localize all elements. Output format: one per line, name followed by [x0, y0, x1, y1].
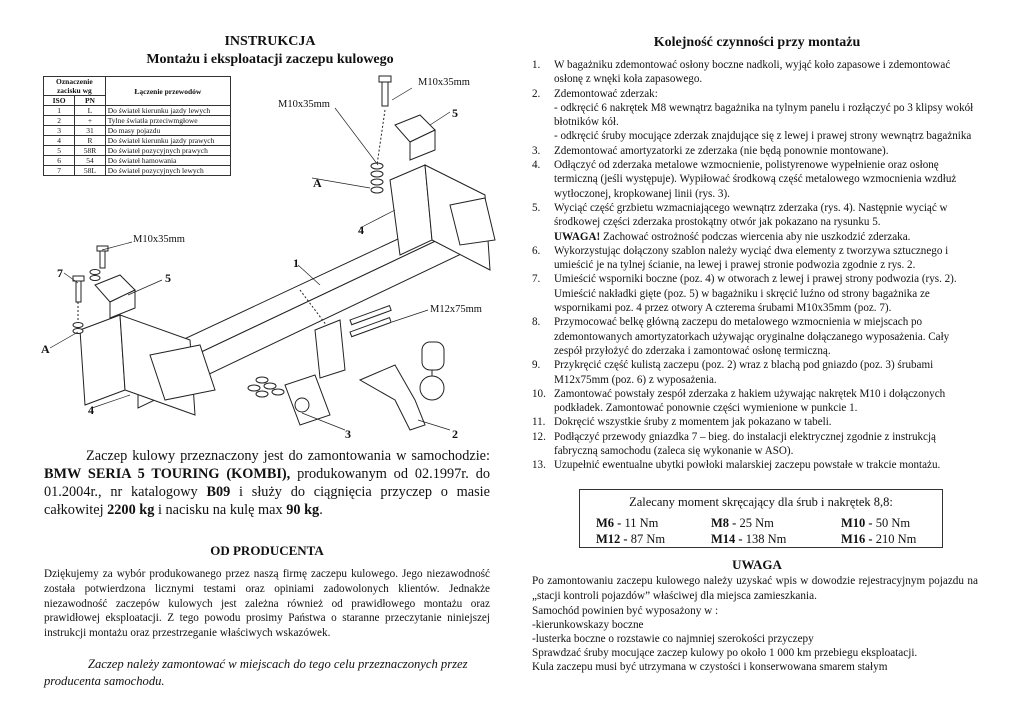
assembly-step [532, 144, 976, 158]
step-text: Zdemontować zderzak: [554, 87, 658, 100]
label-a-left: A [41, 342, 50, 356]
warning-title: UWAGA [732, 557, 782, 572]
instruction-title: INSTRUKCJA [224, 34, 316, 49]
step-number: 9. [532, 359, 541, 372]
step-bold-prefix: UWAGA! [554, 230, 601, 243]
bolt-label-m12: M12x75mm [430, 304, 482, 315]
wiring-cell-desc: Do świateł kierunku jazdy lewych [105, 106, 230, 116]
torque-item [841, 516, 961, 531]
bolt-label-left: M10x35mm [133, 234, 185, 245]
wiring-cell-iso: 1 [44, 106, 75, 116]
towbar-exploded-diagram [40, 70, 510, 450]
wiring-cell-desc: Tylne światła przeciwmgłowe [105, 116, 230, 126]
torque-title: Zalecany moment skręcający dla śrub i nakrętek 8,8: [629, 495, 893, 509]
part-2-label: 2 [452, 427, 458, 441]
torque-table [579, 489, 943, 548]
step-number: 11. [532, 416, 546, 429]
torque-item [596, 532, 711, 547]
step-text: Przymocować belkę główną zaczepu do metalowego wzmocnienia w miejscach po zdemontowanych amortyzatorkach używając oryginalne dołączanego wyposażenia. Cały zespół przyłożyć do zderzaka i zamontować osłonę termiczną. [554, 316, 950, 357]
step-text: - odkręcić 6 nakrętek M8 wewnątrz bagażnika na tylnym panelu i rozłączyć po 3 klipsy wokół błotników kół. [554, 101, 974, 129]
check-note: Sprawdzać śruby mocujące zaczep kulowy po około 1 000 km przebiegu eksploatacji. [532, 647, 918, 659]
step-number: 2. [532, 87, 541, 100]
part-4-bottom-label: 4 [88, 403, 94, 417]
step-text: Odłączyć od zderzaka metalowe wzmocnienie, polistyrenowe wypełnienie oraz osłonę termiczną (jeśli występuje). Wypiłować środkową część metalowego wzmocnienia wzdłuż wytłoczonej, kropkowanej linii (rys. 3). [554, 159, 957, 200]
wiring-cell-iso: 2 [44, 116, 75, 126]
wiring-cell-pn: + [75, 116, 106, 126]
assembly-step [532, 244, 976, 273]
assembly-steps [532, 58, 976, 473]
step-number: 12. [532, 430, 546, 443]
assembly-step [532, 158, 976, 201]
part-7-label: 7 [57, 266, 63, 280]
torque-value: 50 Nm [872, 516, 911, 530]
torque-item [596, 516, 711, 531]
step-text: Zachować ostrożność podczas wiercenia aby nie uszkodzić zderzaka. [600, 230, 911, 243]
assembly-step [532, 387, 976, 416]
step-number: 4. [532, 159, 541, 172]
wiring-cell-pn: R [75, 136, 106, 146]
wiring-cell-pn: 58L [75, 166, 106, 176]
wiring-header-pn: PN [75, 96, 106, 106]
torque-key: M14 - [711, 532, 743, 546]
torque-key: M16 - [841, 532, 873, 546]
warning-text: Po zamontowaniu zaczepu kulowego należy uzyskać wpis w dowodzie rejestracyjnym pojazdu na „stacji kontroli pojazdów” właściwej dla miejsca zamieszkania. [532, 575, 978, 602]
wiring-cell-desc: Do świateł hamowania [105, 156, 230, 166]
assembly-step [532, 430, 976, 459]
wiring-cell-pn: L [75, 106, 106, 116]
torque-value: 210 Nm [872, 532, 917, 546]
ball-load: 90 kg [286, 502, 320, 518]
step-text: Wykorzystując dołączony szablon należy wyciąć dwa elementy z tworzywa sztucznego i umieścić je na tylnej ścianie, na lewej i prawej stronie podwozia zgodnie z rys. 2. [554, 244, 949, 272]
car-model: BMW SERIA 5 TOURING (KOMBI), [44, 466, 291, 482]
wiring-cell-desc: Do świateł kierunku jazdy prawych [105, 136, 230, 146]
bolt-label-top-left: M10x35mm [278, 99, 330, 110]
italic-note: Zaczep należy zamontować w miejscach do tego celu przeznaczonych przez producenta samochodu. [44, 657, 468, 688]
equipment-item-2: -lusterka boczne o rozstawie co najmniej szerokości przyczepy [532, 633, 814, 645]
step-number: 7. [532, 273, 541, 286]
assembly-step [532, 58, 976, 87]
part-5-left-label: 5 [165, 271, 171, 285]
instruction-subtitle: Montażu i eksploatacji zaczepu kulowego [146, 52, 394, 67]
wiring-cell-iso: 4 [44, 136, 75, 146]
step-number: 10. [532, 387, 546, 400]
step-number: 1. [532, 59, 541, 71]
producer-text: Dziękujemy za wybór produkowanego przez naszą firmę zaczepu kulowego. Jego niezawodność została potwierdzona licznymi testami oraz opiniami zadowolonych klientów. Jednakże niezawodność zaczepów kulowych jest zależna również od prawidłowego montażu oraz prawidłowej eksploatacji. Z tego powodu prosimy Państwa o staranne przeczytanie niniejszej instrukcji montażu oraz przestrzeganie właściwych wskazówek. [44, 568, 490, 640]
step-text: W bagażniku zdemontować osłony boczne nadkoli, wyjąć koło zapasowe i zdemontować osłonę z wnęki koła zapasowego. [554, 59, 951, 86]
step-text: Dokręcić wszystkie śruby z momentem jak pokazano w tabeli. [554, 416, 832, 429]
wiring-cell-iso: 7 [44, 166, 75, 176]
wiring-cell-desc: Do masy pojazdu [105, 126, 230, 136]
part-4-top-label: 4 [358, 223, 364, 237]
step-text: Przykręcić część kulistą zaczepu (poz. 2) wraz z blachą pod gniazdo (poz. 3) śrubami M12x75mm (poz. 6) z wyposażenia. [554, 359, 934, 386]
step-text: - odkręcić śruby mocujące zderzak znajdujące się z lewej i prawej strony wewnątrz bagażnika [554, 130, 972, 143]
torque-key: M6 - [596, 516, 622, 530]
wiring-cell-pn: 58R [75, 146, 106, 156]
assembly-title: Kolejność czynności przy montażu [653, 35, 861, 50]
label-a-top: A [313, 176, 322, 190]
product-description: Zaczep kulowy przeznaczony jest do zamontowania w samochodzie: BMW SERIA 5 TOURING (KOMBI), produkowanym od 02.1997r. do 01.2004r., nr katalogowy B09 i służy do ciągnięcia przyczep o masie całkowitej 2200 kg i nacisku na kulę max 90 kg. [44, 448, 491, 518]
step-text: Zdemontować amortyzatorki ze zderzaka (nie będą ponownie montowane). [554, 144, 889, 157]
torque-value: 87 Nm [627, 532, 666, 546]
step-number: 13. [532, 459, 546, 472]
part-5-top-label: 5 [452, 106, 458, 120]
wiring-cell-iso: 5 [44, 146, 75, 156]
assembly-step [532, 230, 976, 244]
producer-title: OD PRODUCENTA [210, 543, 324, 558]
wiring-cell-iso: 6 [44, 156, 75, 166]
torque-item [711, 516, 841, 531]
care-note: Kula zaczepu musi być utrzymana w czystości i konserwowana smarem stałym [532, 661, 888, 673]
torque-item [841, 532, 961, 547]
equipment-item-1: -kierunkowskazy boczne [532, 619, 644, 631]
assembly-step [532, 201, 976, 230]
torque-value: 11 Nm [621, 516, 659, 530]
step-number: 8. [532, 316, 541, 329]
part-1-label: 1 [293, 256, 299, 270]
step-text: Zamontować powstały zespół zderzaka z hakiem używając nakrętek M10 i dołączonych podkładek. Zamontować ponownie części wymienione w punkcie 1. [554, 387, 946, 415]
wiring-cell-iso: 3 [44, 126, 75, 136]
wiring-cell-desc: Do świateł pozycyjnych prawych [105, 146, 230, 156]
max-mass: 2200 kg [107, 502, 155, 518]
torque-key: M8 - [711, 516, 737, 530]
torque-item [711, 532, 841, 547]
step-number: 6. [532, 244, 541, 257]
wiring-cell-pn: 31 [75, 126, 106, 136]
step-text: Wyciąć część grzbietu wzmacniającego wewnątrz zderzaka (rys. 4). Następnie wyciąć w środkowej części zderzaka prostokątny otwór jak pokazano na rysunku 5. [554, 201, 948, 229]
step-text: Uzupełnić ewentualne ubytki powłoki malarskiej zaczepu powstałe w trakcie montażu. [554, 459, 941, 472]
torque-value: 25 Nm [736, 516, 774, 530]
assembly-step [532, 101, 976, 130]
wiring-header-group: Oznaczenie zacisku wg [44, 77, 106, 96]
assembly-step [532, 315, 976, 358]
step-text: Umieścić wsporniki boczne (poz. 4) w otworach z lewej i prawej strony podwozia (rys. 2). Umieścić nakładki gięte (poz. 5) w bagażniku i skręcić luźno od strony bagażnika ze wspornikami poz. 4 przez otwory A czterema śrubami M10x35mm (poz. 7). [554, 273, 957, 315]
torque-key: M10 - [841, 516, 873, 530]
assembly-step [532, 129, 976, 143]
assembly-step [532, 458, 976, 472]
torque-value: 138 Nm [742, 532, 787, 546]
step-number: 5. [532, 201, 541, 214]
assembly-step [532, 358, 976, 387]
wiring-header-desc: Łączenie przewodów [105, 77, 230, 106]
assembly-step [532, 415, 976, 429]
torque-key: M12 - [596, 532, 628, 546]
part-3-label: 3 [345, 427, 351, 441]
wiring-cell-pn: 54 [75, 156, 106, 166]
equipment-intro: Samochód powinien być wyposażony w : [532, 605, 719, 617]
catalog-number: B09 [206, 484, 231, 500]
step-text: Podłączyć przewody gniazdka 7 – bieg. do instalacji elektrycznej zgodnie z instrukcją fabryczną samochodu (zaleca się wykonanie w ASO). [554, 430, 936, 458]
assembly-step [532, 272, 976, 315]
assembly-step [532, 87, 976, 101]
bolt-label-top-right: M10x35mm [418, 77, 470, 88]
wiring-header-iso: ISO [44, 96, 75, 106]
step-number: 3. [532, 144, 541, 157]
wiring-cell-desc: Do świateł pozycyjnych lewych [105, 166, 230, 176]
